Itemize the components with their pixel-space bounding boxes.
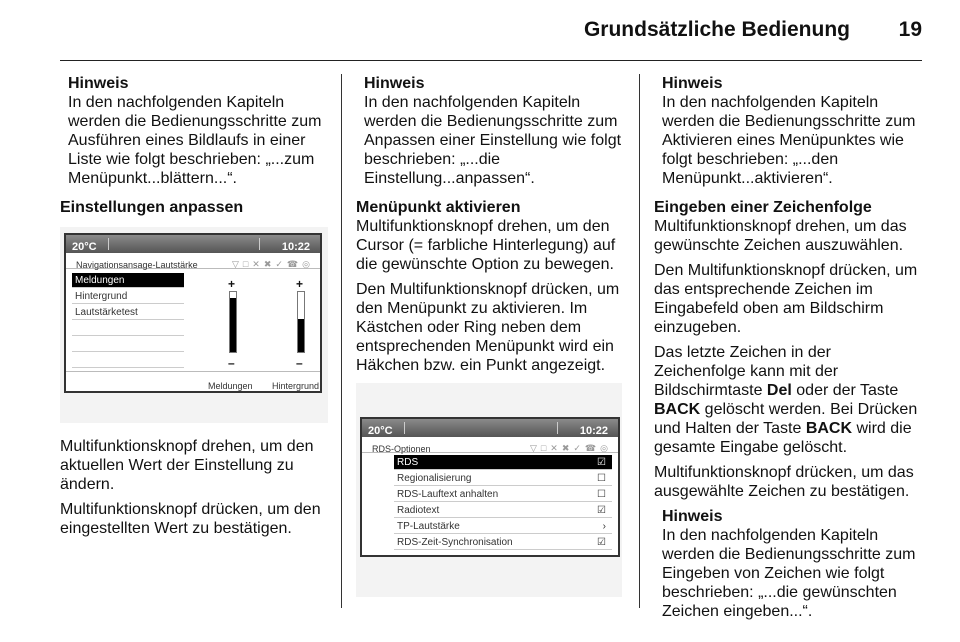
menu-item-regionalisierung[interactable]: Regionalisierung ☐ (394, 471, 612, 486)
status-icons: ▽□✕✖✓☎◎ (231, 259, 314, 269)
del-key: Del (766, 382, 792, 399)
note-box (654, 74, 924, 188)
page-header (0, 0, 960, 62)
column-3 (654, 74, 924, 631)
minus-icon: – (228, 356, 235, 370)
column-1 (60, 74, 328, 544)
back-key: BACK (654, 401, 701, 418)
clock: 10:22 (579, 425, 608, 437)
hintergrund-button[interactable]: Hintergrund (272, 381, 320, 391)
menu-item-lautstaerketest[interactable]: Lautstärketest (72, 305, 184, 320)
paragraph: Multifunktionsknopf drücken, um das ausgewählte Zeichen zu bestätigen. (654, 464, 914, 500)
plus-icon: + (228, 277, 236, 291)
screen-subtitle-bar (66, 253, 320, 269)
menu-item-meldungen[interactable]: Meldungen (72, 273, 184, 288)
column-divider-1 (341, 74, 342, 608)
temperature: 20°C (368, 425, 393, 437)
meldungen-button[interactable]: Meldungen (208, 381, 253, 391)
note-box (654, 507, 924, 621)
volume-fill (298, 319, 304, 352)
checkbox-unchecked-icon: ☐ (597, 473, 606, 484)
clock: 10:22 (281, 241, 310, 253)
section-heading: Menüpunkt aktivieren (356, 199, 521, 216)
paragraph: Multifunktionsknopf drehen, um das gewünschte Zeichen auszuwählen. (654, 218, 907, 254)
note-text: In den nachfolgenden Kapiteln werden die Bedienungsschritte zum Eingeben von Zeichen wie folgt beschrieben: „...die gewünschten Zeichen eingeben...“. (662, 527, 916, 620)
paragraph: Multifunktionsknopf drehen, um den Cursor (= farbliche Hinterlegung) auf die gewünschte Option zu bewegen. (356, 218, 616, 273)
note-box (60, 74, 328, 188)
screen-subtitle-bar (362, 437, 618, 453)
menu-item-rds[interactable]: RDS ☑ (394, 455, 612, 470)
note-box (356, 74, 626, 188)
note-title: Hinweis (662, 508, 723, 525)
column-2 (356, 74, 626, 597)
menu-item-tp-lautstaerke[interactable]: TP-Lautstärke › (394, 519, 612, 534)
paragraph: Multifunktionsknopf drücken, um den eingestellten Wert zu bestätigen. (60, 501, 321, 537)
volume-fill (230, 298, 236, 352)
checkbox-checked-icon: ☑ (597, 457, 606, 468)
status-icons: ▽□✕✖✓☎◎ (529, 443, 612, 453)
page-number: 19 (898, 18, 922, 41)
paragraph-delete: Das letzte Zeichen in der Zeichenfolge kann mit der Bildschirmtaste Del oder der Taste BACK gelöscht werden. Bei Drücken und Halten der Taste BACK wird die gesamte Eingabe gelöscht. (654, 344, 918, 456)
note-title: Hinweis (364, 75, 425, 92)
minus-icon: – (296, 356, 303, 370)
paragraph: Multifunktionsknopf drehen, um den aktuellen Wert der Einstellung zu ändern. (60, 438, 314, 493)
header-divider (60, 60, 922, 61)
note-title: Hinweis (68, 75, 129, 92)
paragraph: Den Multifunktionsknopf drücken, um den Menüpunkt zu aktivieren. Im Kästchen oder Ring neben dem entsprechenden Menüpunkt wird ein Häkchen bzw. ein Punkt angezeigt. (356, 281, 620, 374)
menu-item-rds-zeit[interactable]: RDS-Zeit-Synchronisation ☑ (394, 535, 612, 550)
checkbox-unchecked-icon: ☐ (597, 489, 606, 500)
plus-icon: + (296, 277, 304, 291)
screen-subtitle: Navigationsansage-Lautstärke (76, 260, 198, 270)
status-bar (66, 235, 320, 253)
section-heading: Einstellungen anpassen (60, 199, 244, 216)
screenshot-volume-settings (60, 227, 328, 423)
menu-item-rds-lauftext[interactable]: RDS-Lauftext anhalten ☐ (394, 487, 612, 502)
display-screen (360, 417, 620, 557)
note-title: Hinweis (662, 75, 723, 92)
status-bar (362, 419, 618, 437)
volume-track (297, 291, 305, 353)
display-screen (64, 233, 322, 393)
screen-subtitle: RDS-Optionen (372, 444, 431, 454)
menu-item-empty (72, 353, 184, 368)
note-text: In den nachfolgenden Kapiteln werden die Bedienungsschritte zum Ausführen eines Bildlaufs in einer Liste wie folgt beschrieben: „...zum Menüpunkt...blättern...“. (68, 94, 322, 187)
paragraph: Den Multifunktionsknopf drücken, um das entsprechende Zeichen im Eingabefeld oben am Bildschirm einzugeben. (654, 262, 918, 336)
volume-track (229, 291, 237, 353)
menu-item-radiotext[interactable]: Radiotext ☑ (394, 503, 612, 518)
page-title: Grundsätzliche Bedienung (583, 18, 850, 41)
menu-item-empty (72, 321, 184, 336)
chevron-right-icon: › (602, 521, 606, 532)
section-heading: Eingeben einer Zeichenfolge (654, 199, 872, 216)
note-text: In den nachfolgenden Kapiteln werden die Bedienungsschritte zum Anpassen einer Einstellung wie folgt beschrieben: „...die Einstellung...anpassen“. (364, 94, 622, 187)
checkbox-checked-icon: ☑ (597, 537, 606, 548)
screenshot-rds-options (356, 383, 622, 597)
menu-item-hintergrund[interactable]: Hintergrund (72, 289, 184, 304)
back-key: BACK (805, 420, 853, 437)
menu-item-empty (72, 337, 184, 352)
note-text: In den nachfolgenden Kapiteln werden die Bedienungsschritte zum Aktivieren eines Menüpunktes wie folgt beschrieben: „...den Menüpunkt...aktivieren“. (662, 94, 916, 187)
column-divider-2 (639, 74, 640, 608)
checkbox-checked-icon: ☑ (597, 505, 606, 516)
temperature: 20°C (72, 241, 97, 253)
